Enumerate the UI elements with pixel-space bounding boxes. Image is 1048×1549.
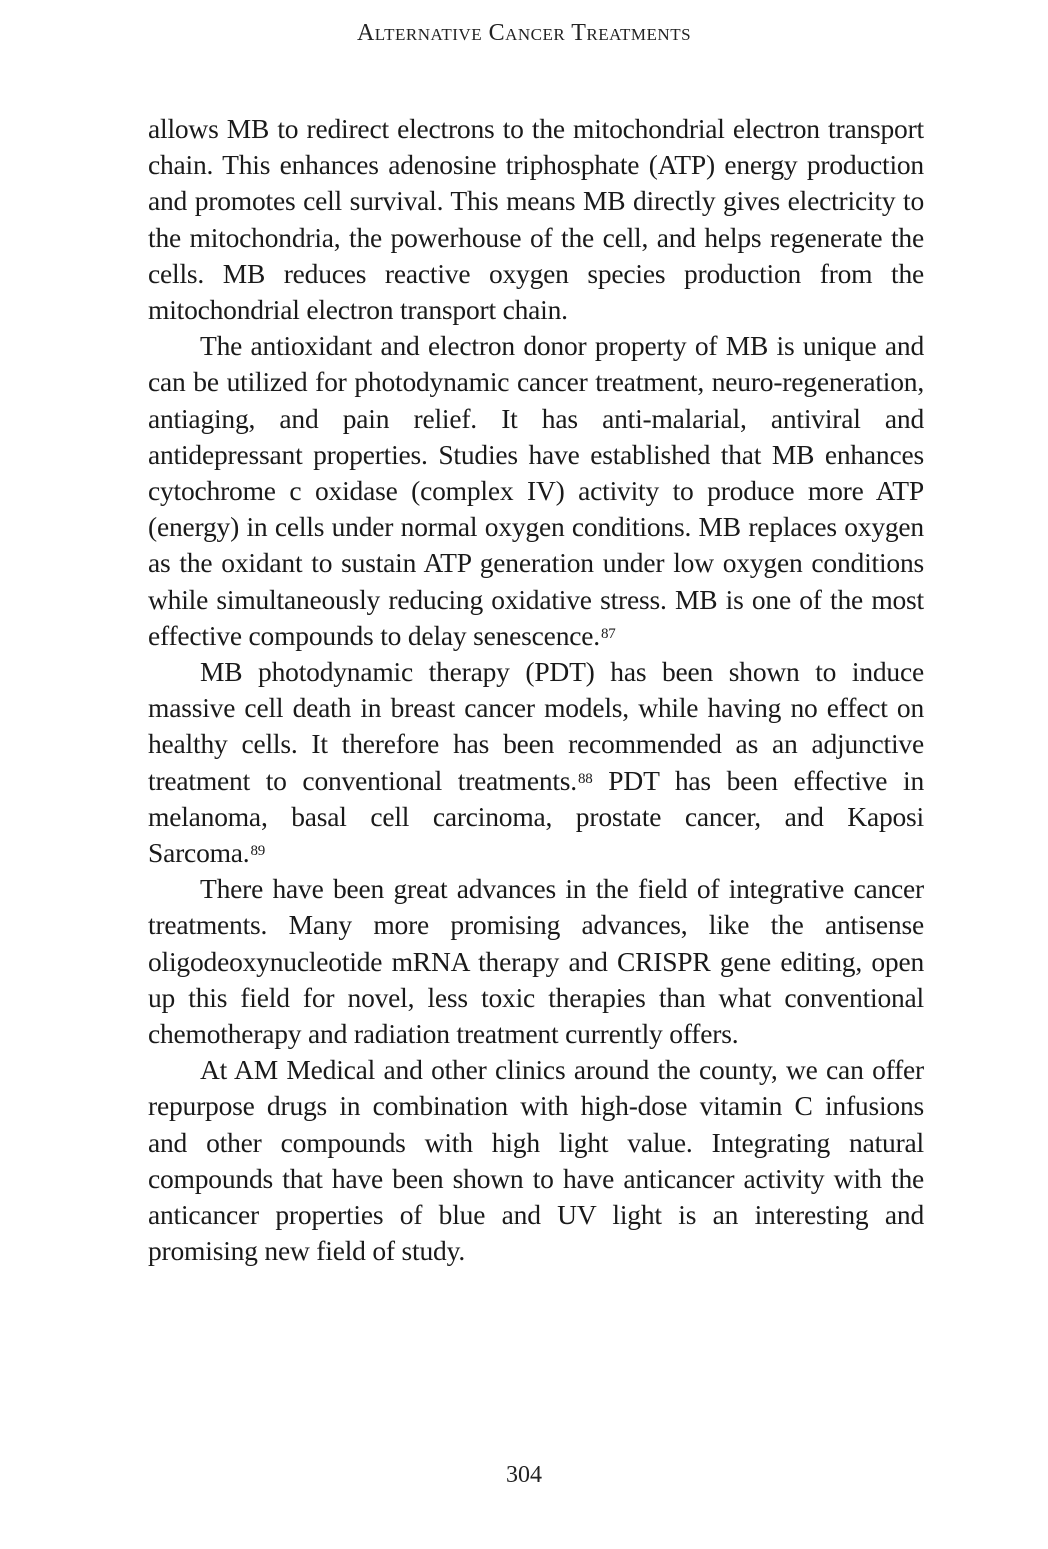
paragraph-text: There have been great advances in the field of integrative cancer treatments. Many more promising advances, like the antisense oligodeoxynucleotide mRNA therapy and CRISPR gene editing, open up this field for novel, less toxic therapies than what conventional chemotherapy and radiation treatment currently offers. xyxy=(148,873,924,1050)
footnote-marker-87[interactable]: 87 xyxy=(600,625,616,642)
paragraph-text: allows MB to redirect electrons to the mitochondrial electron transport chain. This enhances adenosine triphosphate (ATP) energy production and promotes cell survival. This means MB directly gives electricity to the mitochondria, the powerhouse of the cell, and helps regenerate the cells. MB reduces reactive oxygen species production from the mitochondrial electron transport chain. xyxy=(148,113,924,326)
paragraph-2 xyxy=(148,328,924,654)
paragraph-text: The antioxidant and electron donor property of MB is unique and can be utilized for photodynamic cancer treatment, neuro-regeneration, antiaging, and pain relief. It has anti-malarial, antiviral and antidepressant properties. Studies have established that MB enhances cytochrome c oxidase (complex IV) activity to produce more ATP (energy) in cells under normal oxygen conditions. MB replaces oxygen as the oxidant to sustain ATP generation under low oxygen conditions while simultaneously reducing oxidative stress. MB is one of the most effective compounds to delay senescence. xyxy=(148,330,924,651)
running-header: Alternative Cancer Treatments xyxy=(356,20,692,46)
paragraph-4 xyxy=(148,871,924,1052)
paragraph-text: At AM Medical and other clinics around the county, we can offer repurpose drugs in combination with high-dose vitamin C infusions and other compounds with high light value. Integrating natural compounds that have been shown to have anticancer activity with the anticancer properties of blue and UV light is an interesting and promising new field of study. xyxy=(148,1054,924,1267)
paragraph-text: PDT has been effective in melanoma, basal cell carcinoma, prostate cancer, and Kaposi Sarcoma. xyxy=(148,764,925,869)
body-text xyxy=(148,111,924,1270)
paragraph-text: MB photodynamic therapy (PDT) has been shown to induce massive cell death in breast cancer models, while having no effect on healthy cells. It therefore has been recommended as an adjunctive treatment to conventional treatments. xyxy=(148,656,924,796)
paragraph-1 xyxy=(148,111,924,328)
paragraph-5 xyxy=(148,1052,924,1269)
page-number: 304 xyxy=(506,1462,542,1488)
footnote-marker-88[interactable]: 88 xyxy=(578,770,593,787)
footnote-marker-89[interactable]: 89 xyxy=(250,843,266,860)
paragraph-3 xyxy=(148,654,924,871)
